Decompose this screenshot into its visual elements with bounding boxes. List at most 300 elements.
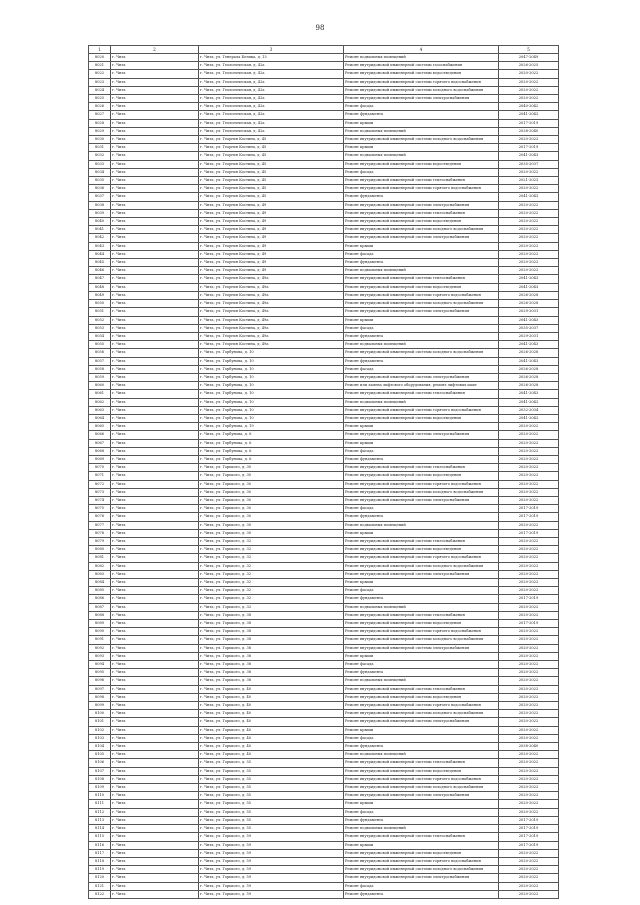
address-cell: г. Чита, ул. Георгия Костина, д. 49а: [199, 275, 344, 283]
table-row: [89, 291, 559, 299]
municipality-cell: г. Чита: [111, 267, 199, 275]
municipality-cell: г. Чита: [111, 365, 199, 373]
period-cell: 2017-2019: [499, 841, 559, 849]
period-cell: 2020-2022: [499, 611, 559, 619]
work-type-cell: Ремонт внутридомовой инженерной системы водоотведения: [344, 218, 499, 226]
period-cell: 2020-2022: [499, 661, 559, 669]
address-cell: г. Чита, ул. Горбунова, д. 6: [199, 439, 344, 447]
period-cell: 2020-2022: [499, 447, 559, 455]
municipality-cell: г. Чита: [111, 398, 199, 406]
period-cell: 2040-2042: [499, 103, 559, 111]
work-type-cell: Ремонт внутридомовой инженерной системы электроснабжения: [344, 201, 499, 209]
work-type-cell: Ремонт внутридомовой инженерной системы теплоснабжения: [344, 685, 499, 693]
work-type-cell: Ремонт внутридомовой инженерной системы водоотведения: [344, 767, 499, 775]
period-cell: 2020-2022: [499, 718, 559, 726]
period-cell: 2020-2022: [499, 685, 559, 693]
work-type-cell: Ремонт или замена лифтового оборудования, ремонт лифтовых шахт: [344, 382, 499, 390]
period-cell: 2020-2022: [499, 209, 559, 217]
period-cell: 2020-2022: [499, 562, 559, 570]
table-row: [89, 849, 559, 857]
table-row: [89, 579, 559, 587]
period-cell: 2020-2022: [499, 218, 559, 226]
municipality-cell: г. Чита: [111, 718, 199, 726]
work-type-cell: Ремонт внутридомовой инженерной системы холодного водоснабжения: [344, 136, 499, 144]
row-number-cell: 8037: [89, 193, 111, 201]
period-cell: 2017-2019: [499, 620, 559, 628]
table-row: [89, 521, 559, 529]
period-cell: 2038-2040: [499, 743, 559, 751]
table-row: [89, 570, 559, 578]
table-row: [89, 324, 559, 332]
period-cell: 2020-2022: [499, 521, 559, 529]
row-number-cell: 8098: [89, 693, 111, 701]
row-number-cell: 8097: [89, 685, 111, 693]
row-number-cell: 8117: [89, 849, 111, 857]
row-number-cell: 8079: [89, 537, 111, 545]
period-cell: 2017-2019: [499, 144, 559, 152]
municipality-cell: г. Чита: [111, 464, 199, 472]
table-row: [89, 775, 559, 783]
row-number-cell: 8034: [89, 168, 111, 176]
period-cell: 2026-2028: [499, 365, 559, 373]
work-type-cell: Ремонт подвальных помещений: [344, 127, 499, 135]
work-type-cell: Ремонт фасада: [344, 587, 499, 595]
municipality-cell: г. Чита: [111, 78, 199, 86]
table-row: [89, 234, 559, 242]
row-number-cell: 8119: [89, 866, 111, 874]
municipality-cell: г. Чита: [111, 447, 199, 455]
address-cell: г. Чита, ул. Горького, д. 40: [199, 751, 344, 759]
table-row: [89, 792, 559, 800]
row-number-cell: 8075: [89, 505, 111, 513]
period-cell: 2020-2022: [499, 242, 559, 250]
period-cell: 2020-2022: [499, 570, 559, 578]
period-cell: 2017-2019: [499, 505, 559, 513]
work-type-cell: Ремонт фундамента: [344, 513, 499, 521]
row-number-cell: 8092: [89, 644, 111, 652]
municipality-cell: г. Чита: [111, 455, 199, 463]
address-cell: г. Чита, ул. Горького, д. 55: [199, 767, 344, 775]
address-cell: г. Чита, ул. Геологическая, д. 42а: [199, 103, 344, 111]
table-row: [89, 882, 559, 890]
municipality-cell: г. Чита: [111, 226, 199, 234]
address-cell: г. Чита, ул. Георгия Костина, д. 49: [199, 259, 344, 267]
period-cell: 2020-2022: [499, 537, 559, 545]
row-number-cell: 8058: [89, 365, 111, 373]
municipality-cell: г. Чита: [111, 743, 199, 751]
municipality-cell: г. Чита: [111, 283, 199, 291]
period-cell: 2020-2022: [499, 267, 559, 275]
address-cell: г. Чита, ул. Горького, д. 32: [199, 603, 344, 611]
row-number-cell: 8025: [89, 95, 111, 103]
address-cell: г. Чита, ул. Горького, д. 55: [199, 775, 344, 783]
municipality-cell: г. Чита: [111, 857, 199, 865]
table-row: [89, 259, 559, 267]
table-row: [89, 62, 559, 70]
period-cell: 2020-2022: [499, 439, 559, 447]
work-type-cell: Ремонт крыши: [344, 529, 499, 537]
municipality-cell: г. Чита: [111, 136, 199, 144]
work-type-cell: Ремонт фасада: [344, 808, 499, 816]
municipality-cell: г. Чита: [111, 866, 199, 874]
table-row: [89, 734, 559, 742]
address-cell: г. Чита, ул. Георгия Костина, д. 45: [199, 193, 344, 201]
work-type-cell: Ремонт внутридомовой инженерной системы водоотведения: [344, 620, 499, 628]
table-row: [89, 751, 559, 759]
row-number-cell: 8032: [89, 152, 111, 160]
row-number-cell: 8095: [89, 669, 111, 677]
period-cell: 2026-2028: [499, 349, 559, 357]
row-number-cell: 8086: [89, 595, 111, 603]
work-type-cell: Ремонт внутридомовой инженерной системы холодного водоснабжения: [344, 300, 499, 308]
address-cell: г. Чита, ул. Горького, д. 59: [199, 882, 344, 890]
address-cell: г. Чита, ул. Геологическая, д. 42а: [199, 62, 344, 70]
period-cell: 2020-2022: [499, 86, 559, 94]
work-type-cell: Ремонт внутридомовой инженерной системы холодного водоснабжения: [344, 226, 499, 234]
row-number-cell: 8082: [89, 562, 111, 570]
work-type-cell: Ремонт подвальных помещений: [344, 521, 499, 529]
table-row: [89, 652, 559, 660]
table-row: [89, 423, 559, 431]
work-type-cell: Ремонт внутридомовой инженерной системы электроснабжения: [344, 496, 499, 504]
work-type-cell: Ремонт внутридомовой инженерной системы электроснабжения: [344, 644, 499, 652]
row-number-cell: 8121: [89, 882, 111, 890]
address-cell: г. Чита, ул. Горького, д. 55: [199, 759, 344, 767]
table-row: [89, 111, 559, 119]
period-cell: 2020-2022: [499, 185, 559, 193]
address-cell: г. Чита, ул. Горького, д. 38: [199, 644, 344, 652]
work-type-cell: Ремонт фасада: [344, 250, 499, 258]
work-type-cell: Ремонт фасада: [344, 365, 499, 373]
period-cell: 2020-2022: [499, 136, 559, 144]
address-cell: г. Чита, ул. Горького, д. 40: [199, 710, 344, 718]
municipality-cell: г. Чита: [111, 505, 199, 513]
period-cell: 2020-2022: [499, 554, 559, 562]
period-cell: 2020-2022: [499, 882, 559, 890]
address-cell: г. Чита, ул. Горького, д. 40: [199, 702, 344, 710]
municipality-cell: г. Чита: [111, 529, 199, 537]
row-number-cell: 8031: [89, 144, 111, 152]
table-row: [89, 833, 559, 841]
row-number-cell: 8036: [89, 185, 111, 193]
work-type-cell: Ремонт внутридомовой инженерной системы водоотведения: [344, 693, 499, 701]
table-row: [89, 160, 559, 168]
address-cell: г. Чита, ул. Геологическая, д. 42а: [199, 95, 344, 103]
period-cell: 2032-2034: [499, 406, 559, 414]
row-number-cell: 8061: [89, 390, 111, 398]
row-number-cell: 8063: [89, 406, 111, 414]
municipality-cell: г. Чита: [111, 185, 199, 193]
address-cell: г. Чита, ул. Горького, д. 55: [199, 800, 344, 808]
work-type-cell: Ремонт фундамента: [344, 332, 499, 340]
address-cell: г. Чита, ул. Горбунова, д. 10: [199, 373, 344, 381]
work-type-cell: Ремонт внутридомовой инженерной системы горячего водоснабжения: [344, 554, 499, 562]
row-number-cell: 8113: [89, 816, 111, 824]
municipality-cell: г. Чита: [111, 250, 199, 258]
period-cell: 2020-2022: [499, 496, 559, 504]
work-type-cell: Ремонт внутридомовой инженерной системы горячего водоснабжения: [344, 857, 499, 865]
work-type-cell: Ремонт внутридомовой инженерной системы водоотведения: [344, 160, 499, 168]
table-row: [89, 226, 559, 234]
address-cell: г. Чита, ул. Георгия Костина, д. 45: [199, 136, 344, 144]
table-row: [89, 398, 559, 406]
table-row: [89, 472, 559, 480]
address-cell: г. Чита, ул. Георгия Костина, д. 49а: [199, 316, 344, 324]
municipality-cell: г. Чита: [111, 636, 199, 644]
table-row: [89, 136, 559, 144]
row-number-cell: 8105: [89, 751, 111, 759]
address-cell: г. Чита, ул. Георгия Костина, д. 49а: [199, 300, 344, 308]
work-type-cell: Ремонт фундамента: [344, 111, 499, 119]
period-cell: 2020-2022: [499, 455, 559, 463]
municipality-cell: г. Чита: [111, 324, 199, 332]
row-number-cell: 8106: [89, 759, 111, 767]
address-cell: г. Чита, ул. Горького, д. 32: [199, 537, 344, 545]
row-number-cell: 8040: [89, 218, 111, 226]
address-cell: г. Чита, ул. Горького, д. 30: [199, 529, 344, 537]
period-cell: 2026-2028: [499, 291, 559, 299]
row-number-cell: 8100: [89, 710, 111, 718]
table-row: [89, 168, 559, 176]
work-type-cell: Ремонт внутридомовой инженерной системы электроснабжения: [344, 718, 499, 726]
municipality-cell: г. Чита: [111, 677, 199, 685]
row-number-cell: 8067: [89, 439, 111, 447]
municipality-cell: г. Чита: [111, 332, 199, 340]
row-number-cell: 8043: [89, 242, 111, 250]
work-type-cell: Ремонт внутридомовой инженерной системы горячего водоснабжения: [344, 480, 499, 488]
row-number-cell: 8052: [89, 316, 111, 324]
row-number-cell: 8069: [89, 455, 111, 463]
address-cell: г. Чита, ул. Горького, д. 59: [199, 890, 344, 898]
address-cell: г. Чита, ул. Горбунова, д. 10: [199, 390, 344, 398]
row-number-cell: 8084: [89, 579, 111, 587]
address-cell: г. Чита, ул. Геологическая, д. 42а: [199, 86, 344, 94]
address-cell: г. Чита, ул. Горького, д. 59: [199, 857, 344, 865]
municipality-cell: г. Чита: [111, 218, 199, 226]
table-row: [89, 537, 559, 545]
address-cell: г. Чита, ул. Горбунова, д. 19: [199, 423, 344, 431]
municipality-cell: г. Чита: [111, 242, 199, 250]
column-number-cell: 2: [111, 46, 199, 54]
municipality-cell: г. Чита: [111, 537, 199, 545]
municipality-cell: г. Чита: [111, 628, 199, 636]
period-cell: 2038-2040: [499, 127, 559, 135]
table-row: [89, 300, 559, 308]
municipality-cell: г. Чита: [111, 406, 199, 414]
municipality-cell: г. Чита: [111, 726, 199, 734]
work-type-cell: Ремонт внутридомовой инженерной системы водоотведения: [344, 70, 499, 78]
row-number-cell: 8083: [89, 570, 111, 578]
work-type-cell: Ремонт фундамента: [344, 743, 499, 751]
period-cell: 2020-2022: [499, 784, 559, 792]
period-cell: 2017-2019: [499, 595, 559, 603]
table-row: [89, 767, 559, 775]
table-row: [89, 825, 559, 833]
municipality-cell: г. Чита: [111, 792, 199, 800]
municipality-cell: г. Чита: [111, 652, 199, 660]
work-type-cell: Ремонт подвальных помещений: [344, 677, 499, 685]
address-cell: г. Чита, ул. Геологическая, д. 42а: [199, 78, 344, 86]
municipality-cell: г. Чита: [111, 259, 199, 267]
row-number-cell: 8102: [89, 726, 111, 734]
table-row: [89, 628, 559, 636]
municipality-cell: г. Чита: [111, 439, 199, 447]
work-type-cell: Ремонт внутридомовой инженерной системы теплоснабжения: [344, 537, 499, 545]
work-type-cell: Ремонт фасада: [344, 447, 499, 455]
table-row: [89, 185, 559, 193]
address-cell: г. Чита, ул. Горького, д. 55: [199, 816, 344, 824]
table-row: [89, 365, 559, 373]
municipality-cell: г. Чита: [111, 882, 199, 890]
address-cell: г. Чита, ул. Георгия Костина, д. 45: [199, 144, 344, 152]
work-type-cell: Ремонт внутридомовой инженерной системы газоснабжения: [344, 62, 499, 70]
period-cell: 2020-2022: [499, 464, 559, 472]
address-cell: г. Чита, ул. Горького, д. 30: [199, 513, 344, 521]
row-number-cell: 8122: [89, 890, 111, 898]
period-cell: 2041-2043: [499, 390, 559, 398]
municipality-cell: г. Чита: [111, 890, 199, 898]
municipality-cell: г. Чита: [111, 472, 199, 480]
address-cell: г. Чита, ул. Горького, д. 32: [199, 562, 344, 570]
table-row: [89, 480, 559, 488]
table-row: [89, 95, 559, 103]
period-cell: 2041-2043: [499, 283, 559, 291]
column-number-cell: 4: [344, 46, 499, 54]
work-type-cell: Ремонт крыши: [344, 800, 499, 808]
row-number-cell: 8064: [89, 414, 111, 422]
row-number-cell: 8085: [89, 587, 111, 595]
work-type-cell: Ремонт крыши: [344, 579, 499, 587]
row-number-cell: 8116: [89, 841, 111, 849]
work-type-cell: Ремонт внутридомовой инженерной системы горячего водоснабжения: [344, 702, 499, 710]
table-row: [89, 455, 559, 463]
work-type-cell: Ремонт внутридомовой инженерной системы водоотведения: [344, 472, 499, 480]
row-number-cell: 8096: [89, 677, 111, 685]
municipality-cell: г. Чита: [111, 841, 199, 849]
period-cell: 2020-2022: [499, 677, 559, 685]
row-number-cell: 8042: [89, 234, 111, 242]
work-type-cell: Ремонт внутридомовой инженерной системы электроснабжения: [344, 234, 499, 242]
municipality-cell: г. Чита: [111, 144, 199, 152]
work-type-cell: Ремонт фасада: [344, 734, 499, 742]
table-row: [89, 406, 559, 414]
municipality-cell: г. Чита: [111, 767, 199, 775]
municipality-cell: г. Чита: [111, 759, 199, 767]
period-cell: 2047-2049: [499, 54, 559, 62]
table-row: [89, 119, 559, 127]
table-row: [89, 890, 559, 898]
table-row: [89, 677, 559, 685]
row-number-cell: 8110: [89, 792, 111, 800]
column-number-cell: 5: [499, 46, 559, 54]
row-number-cell: 8026: [89, 103, 111, 111]
table-row: [89, 349, 559, 357]
row-number-cell: 8027: [89, 111, 111, 119]
address-cell: г. Чита, ул. Георгия Костина, д. 45: [199, 177, 344, 185]
work-type-cell: Ремонт фасада: [344, 324, 499, 332]
row-number-cell: 8111: [89, 800, 111, 808]
row-number-cell: 8050: [89, 300, 111, 308]
table-row: [89, 242, 559, 250]
period-cell: 2020-2022: [499, 857, 559, 865]
address-cell: г. Чита, ул. Горбунова, д. 6: [199, 447, 344, 455]
period-cell: 2020-2022: [499, 792, 559, 800]
municipality-cell: г. Чита: [111, 579, 199, 587]
period-cell: 2020-2022: [499, 866, 559, 874]
period-cell: 2041-2043: [499, 275, 559, 283]
address-cell: г. Чита, ул. Горького, д. 55: [199, 808, 344, 816]
table-row: [89, 784, 559, 792]
period-cell: 2041-2043: [499, 341, 559, 349]
municipality-cell: г. Чита: [111, 710, 199, 718]
work-type-cell: Ремонт фундамента: [344, 890, 499, 898]
row-number-cell: 8103: [89, 734, 111, 742]
municipality-cell: г. Чита: [111, 193, 199, 201]
period-cell: 2020-2022: [499, 759, 559, 767]
address-cell: г. Чита, ул. Горбунова, д. 10: [199, 414, 344, 422]
table-row: [89, 816, 559, 824]
row-number-cell: 8062: [89, 398, 111, 406]
work-type-cell: Ремонт внутридомовой инженерной системы электроснабжения: [344, 431, 499, 439]
period-cell: 2020-2022: [499, 751, 559, 759]
municipality-cell: г. Чита: [111, 414, 199, 422]
address-cell: г. Чита, ул. Геологическая, д. 42а: [199, 70, 344, 78]
work-type-cell: Ремонт внутридомовой инженерной системы электроснабжения: [344, 95, 499, 103]
address-cell: г. Чита, ул. Георгия Костина, д. 49: [199, 250, 344, 258]
work-type-cell: Ремонт внутридомовой инженерной системы горячего водоснабжения: [344, 78, 499, 86]
work-type-cell: Ремонт крыши: [344, 652, 499, 660]
period-cell: 2041-2043: [499, 316, 559, 324]
address-cell: г. Чита, ул. Горького, д. 59: [199, 866, 344, 874]
municipality-cell: г. Чита: [111, 373, 199, 381]
period-cell: 2035-2037: [499, 160, 559, 168]
municipality-cell: г. Чита: [111, 734, 199, 742]
period-cell: 2020-2022: [499, 628, 559, 636]
address-cell: г. Чита, ул. Горького, д. 38: [199, 628, 344, 636]
address-cell: г. Чита, ул. Горького, д. 59: [199, 874, 344, 882]
address-cell: г. Чита, ул. Георгия Костина, д. 49: [199, 209, 344, 217]
municipality-cell: г. Чита: [111, 595, 199, 603]
work-type-cell: Ремонт фундамента: [344, 259, 499, 267]
row-number-cell: 8076: [89, 513, 111, 521]
address-cell: г. Чита, ул. Горького, д. 30: [199, 521, 344, 529]
work-type-cell: Ремонт внутридомовой инженерной системы теплоснабжения: [344, 759, 499, 767]
address-cell: г. Чита, ул. Георгия Костина, д. 49: [199, 242, 344, 250]
work-type-cell: Ремонт внутридомовой инженерной системы теплоснабжения: [344, 611, 499, 619]
address-cell: г. Чита, ул. Горького, д. 38: [199, 661, 344, 669]
address-cell: г. Чита, ул. Георгия Костина, д. 45: [199, 185, 344, 193]
address-cell: г. Чита, ул. Горького, д. 40: [199, 743, 344, 751]
period-cell: 2020-2022: [499, 201, 559, 209]
address-cell: г. Чита, ул. Горького, д. 40: [199, 718, 344, 726]
period-cell: 2020-2022: [499, 800, 559, 808]
work-type-cell: Ремонт внутридомовой инженерной системы водоотведения: [344, 849, 499, 857]
address-cell: г. Чита, ул. Горького, д. 38: [199, 611, 344, 619]
address-cell: г. Чита, ул. Горького, д. 30: [199, 472, 344, 480]
table-row: [89, 693, 559, 701]
address-cell: г. Чита, ул. Генерала Белика, д. 13: [199, 54, 344, 62]
row-number-cell: 8029: [89, 127, 111, 135]
municipality-cell: г. Чита: [111, 874, 199, 882]
period-cell: 2026-2028: [499, 373, 559, 381]
address-cell: г. Чита, ул. Георгия Костина, д. 49: [199, 226, 344, 234]
address-cell: г. Чита, ул. Горького, д. 32: [199, 587, 344, 595]
work-type-cell: Ремонт крыши: [344, 242, 499, 250]
address-cell: г. Чита, ул. Георгия Костина, д. 49а: [199, 308, 344, 316]
row-number-cell: 8024: [89, 86, 111, 94]
municipality-cell: г. Чита: [111, 603, 199, 611]
row-number-cell: 8091: [89, 636, 111, 644]
